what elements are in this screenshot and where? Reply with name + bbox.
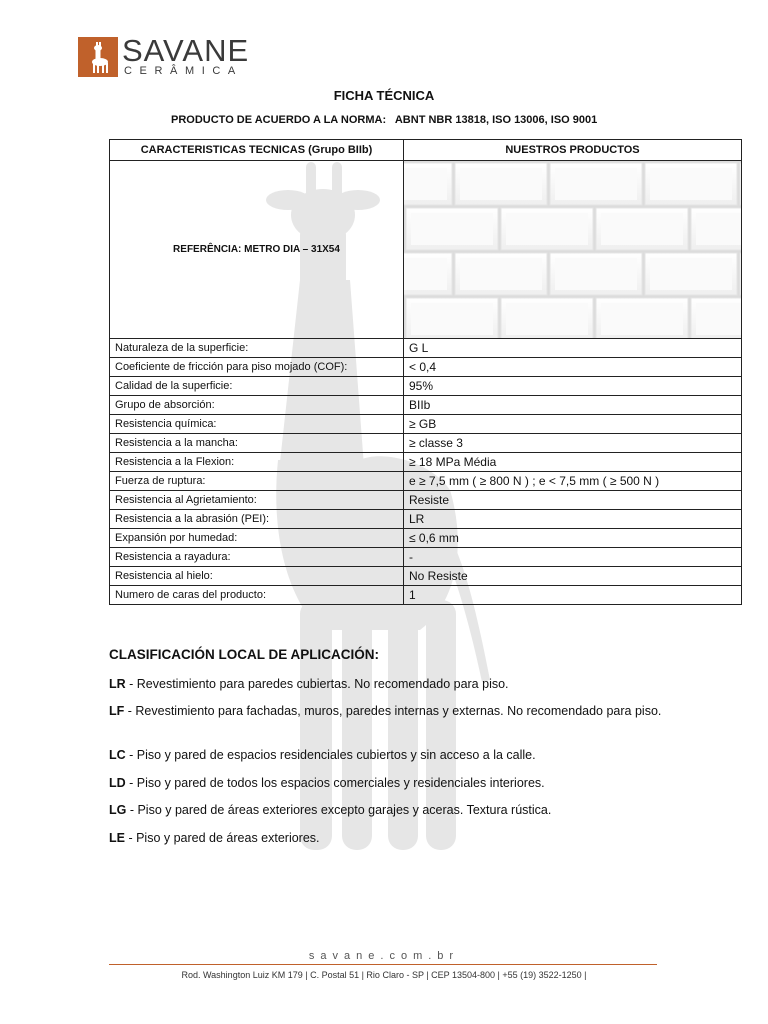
spec-value: 95% [404,377,742,396]
tile-face [411,213,493,245]
brand-logo [78,33,250,77]
spec-label: Resistencia al hielo: [110,567,404,586]
reference-row [110,161,742,339]
spec-label: Resistencia química: [110,415,404,434]
spec-label: Coeficiente de fricción para piso mojado (COF): [110,358,404,377]
classification-item [109,830,669,847]
spec-label: Fuerza de ruptura: [110,472,404,491]
spec-label: Resistencia a la mancha: [110,434,404,453]
spec-value: ≥ GB [404,415,742,434]
spec-row [110,529,742,548]
reference-label: REFERÊNCIA: METRO DIA – 31X54 [110,161,404,339]
brand-name: SAVANE [122,33,250,68]
spec-value: LR [404,510,742,529]
spec-value: G L [404,339,742,358]
spec-label: Resistencia a rayadura: [110,548,404,567]
tile-face [555,258,637,290]
tile-face [411,303,493,335]
classification-text: - Revestimiento para fachadas, muros, paredes internas y externas. No recomendado para piso. [124,704,662,718]
classification-code: LF [109,704,125,718]
tile-face [650,168,732,200]
spec-row [110,377,742,396]
spec-label: Resistencia a la Flexion: [110,453,404,472]
spec-row [110,472,742,491]
footer-address: Rod. Washington Luiz KM 179 | C. Postal 51 | Rio Claro - SP | CEP 13504-800 | +55 (19) 3522-1250 | [181,970,587,980]
brand-subtitle: CERÂMICA [124,65,243,77]
spec-row [110,586,742,605]
spec-label: Expansión por humedad: [110,529,404,548]
classification-code: LC [109,748,126,762]
tile-face [404,258,447,290]
classification-item [109,703,669,720]
tile-face [696,213,741,245]
classification-code: LD [109,776,126,790]
classification-item [109,747,669,764]
spec-value: 1 [404,586,742,605]
spec-label: Numero de caras del producto: [110,586,404,605]
spec-value: ≤ 0,6 mm [404,529,742,548]
spec-value: ≥ classe 3 [404,434,742,453]
spec-label: Resistencia al Agrietamiento: [110,491,404,510]
tile-face [696,303,741,335]
spec-row [110,396,742,415]
tile-face [601,213,683,245]
classification-text: - Piso y pared de espacios residenciales cubiertos y sin acceso a la calle. [125,748,536,762]
subway-tile-image [404,161,741,338]
tile [740,163,741,205]
tile-face [650,258,732,290]
classification-code: LR [109,677,126,691]
footer-divider [109,964,657,965]
spec-row [110,491,742,510]
col-header-products: NUESTROS PRODUCTOS [404,140,742,161]
tile-face [601,303,683,335]
spec-value: - [404,548,742,567]
giraffe-logo-icon [78,37,118,77]
spec-row [110,339,742,358]
tile-face [506,213,588,245]
spec-row [110,453,742,472]
spec-row [110,510,742,529]
product-image [404,161,741,338]
spec-value: No Resiste [404,567,742,586]
tile-face [404,168,447,200]
classification-text: - Piso y pared de áreas exteriores. [124,831,320,845]
classification-title: CLASIFICACIÓN LOCAL DE APLICACIÓN: [109,647,379,662]
spec-label: Calidad de la superficie: [110,377,404,396]
classification-code: LG [109,803,127,817]
spec-row [110,548,742,567]
classification-text: - Piso y pared de todos los espacios comerciales y residenciales interiores. [125,776,545,790]
spec-table [109,139,742,605]
tile-face [460,258,542,290]
spec-value: Resiste [404,491,742,510]
classification-item [109,802,669,819]
spec-value: ≥ 18 MPa Média [404,453,742,472]
classification-item [109,775,669,792]
tile-face [555,168,637,200]
document-title: FICHA TÉCNICA [333,88,435,103]
spec-row [110,434,742,453]
product-image-cell [404,161,742,339]
spec-row [110,415,742,434]
tile-face [506,303,588,335]
classification-item [109,676,669,693]
spec-label: Naturaleza de la superficie: [110,339,404,358]
spec-value: BIIb [404,396,742,415]
tile-face [460,168,542,200]
classification-code: LE [109,831,125,845]
spec-label: Grupo de absorción: [110,396,404,415]
classification-text: - Piso y pared de áreas exteriores excepto garajes y aceras. Textura rústica. [126,803,552,817]
footer-url[interactable]: savane.com.br [308,950,460,962]
spec-row [110,567,742,586]
table-header-row [110,140,742,161]
col-header-characteristics: CARACTERISTICAS TECNICAS (Grupo BIIb) [110,140,404,161]
spec-value: < 0,4 [404,358,742,377]
spec-label: Resistencia a la abrasión (PEI): [110,510,404,529]
tile [740,253,741,295]
spec-value: e ≥ 7,5 mm ( ≥ 800 N ) ; e < 7,5 mm ( ≥ 500 N ) [404,472,742,491]
norm-line: PRODUCTO DE ACUERDO A LA NORMA: ABNT NBR 13818, ISO 13006, ISO 9001 [171,114,598,126]
classification-text: - Revestimiento para paredes cubiertas. No recomendado para piso. [125,677,509,691]
spec-row [110,358,742,377]
